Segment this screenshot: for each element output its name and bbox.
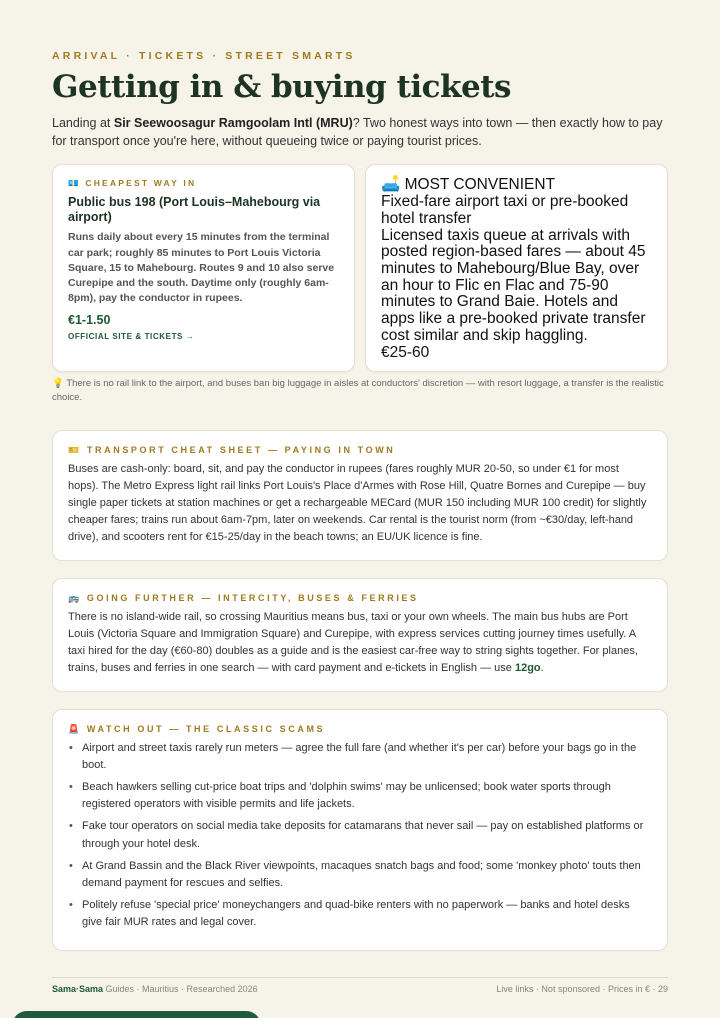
brand-name: Sama·Sama bbox=[52, 984, 104, 994]
cheapest-label-text: CHEAPEST WAY IN bbox=[85, 178, 197, 189]
siren-icon: 🚨 bbox=[68, 724, 82, 735]
couch-icon: 🛋️ bbox=[381, 176, 401, 194]
list-item: • Airport and street taxis rarely run meters — agree the full fare (and whether it's per car) before your bags go in the boot. bbox=[68, 740, 652, 774]
section-kicker: ARRIVAL · TICKETS · STREET SMARTS bbox=[52, 50, 356, 62]
page-title: Getting in & buying tickets bbox=[52, 69, 511, 105]
cheapest-label bbox=[68, 178, 339, 189]
intro-text-end: ? Two honest ways into town — then exactly how to pay for transport once you're here, without queueing twice or paying tourist prices. bbox=[52, 116, 663, 149]
12go-link[interactable]: 12go bbox=[514, 662, 541, 675]
scams-section bbox=[52, 709, 668, 950]
going-further-label-text: GOING FURTHER — INTERCITY, BUSES & FERRIES bbox=[86, 593, 419, 604]
convenient-price: €25-60 bbox=[381, 343, 430, 361]
going-further-label bbox=[68, 593, 652, 604]
intro-text-start: Landing at bbox=[52, 116, 114, 131]
page-footer bbox=[52, 977, 668, 994]
arrival-options bbox=[52, 164, 668, 372]
convenient-option-card bbox=[365, 164, 668, 372]
footer-right: Live links · Not sponsored · Prices in € · 29 bbox=[496, 984, 668, 994]
convenient-label bbox=[381, 177, 652, 194]
scams-label bbox=[68, 724, 652, 735]
official-site-link[interactable]: OFFICIAL SITE & TICKETS → bbox=[68, 332, 195, 342]
going-further-body: There is no island-wide rail, so crossing Mauritius means bus, taxi or your own wheels. The main bus hubs are Port Louis (Victoria Square and Immigration Square) and Curepipe, with express services cutting journey times usefully. A taxi hired for the day (€60-80) doubles as a guide and is the easiest car-free way to string sights together. For planes, trains, buses and ferries in one search — with card payment and e-tickets in English — use bbox=[68, 611, 638, 675]
page bbox=[52, 50, 668, 951]
list-item: • Beach hawkers selling cut-price boat trips and 'dolphin swims' may be unlicensed; book water sports through registered operators with visible permits and life jackets. bbox=[68, 779, 652, 813]
scams-list bbox=[68, 740, 652, 930]
intro-paragraph bbox=[52, 114, 668, 150]
cheat-sheet-label-text: TRANSPORT CHEAT SHEET — PAYING IN TOWN bbox=[86, 444, 396, 455]
euro-banknote-icon: 💶 bbox=[68, 178, 81, 189]
tip-text: There is no rail link to the airport, and buses ban big luggage in aisles at conductors' discretion — with resort luggage, a transfer is the realistic choice. bbox=[52, 378, 664, 404]
cheat-sheet-label bbox=[68, 445, 652, 456]
cheapest-title: Public bus 198 (Port Louis–Mahebourg via airport) bbox=[68, 195, 321, 225]
tip-note bbox=[52, 377, 668, 405]
floating-action-bar[interactable] bbox=[12, 1011, 261, 1018]
cheapest-option-card bbox=[52, 164, 355, 372]
lightbulb-icon: 💡 bbox=[52, 378, 64, 390]
going-further-text bbox=[68, 609, 652, 677]
transport-cheat-sheet bbox=[52, 430, 668, 561]
convenient-title: Fixed-fare airport taxi or pre-booked hotel transfer bbox=[381, 193, 629, 227]
scams-label-text: WATCH OUT — THE CLASSIC SCAMS bbox=[86, 724, 326, 735]
cheat-sheet-text: Buses are cash-only: board, sit, and pay the conductor in rupees (fares roughly MUR 20-50, so under €1 for most hops). The Metro Express light rail links Port Louis's Place d'Armes with Rose Hill, Quatre Bornes and Curepipe — buy single paper tickets at station machines or get a rechargeable MECard (MUR 150 including MUR 100 credit) for slightly cheaper fares; trains run about 6am-7pm, later on weekends. Car rental is the tourist norm (from ~€30/day, left-hand drive), and scooters rent for €15-25/day in the beach towns; an EU/UK licence is fine. bbox=[68, 462, 647, 544]
going-further-end: . bbox=[540, 662, 544, 675]
intro-airport-name: Sir Seewoosagur Ramgoolam Intl (MRU) bbox=[113, 116, 353, 131]
bus-icon: 🚌 bbox=[68, 593, 82, 604]
footer-left bbox=[52, 984, 258, 994]
going-further-section bbox=[52, 578, 668, 692]
convenient-label-text: MOST CONVENIENT bbox=[404, 176, 556, 194]
footer-guide-info: Guides · Mauritius · Researched 2026 bbox=[103, 984, 258, 994]
cheapest-price: €1-1.50 bbox=[68, 313, 111, 328]
ticket-icon: 🎫 bbox=[68, 444, 82, 455]
cheapest-description: Runs daily about every 15 minutes from the terminal car park; roughly 85 minutes to Port Louis Victoria Square, 15 to Mahebourg. Routes 9 and 10 also serve Curepipe and the south. Daytime only (roughly 6am-8pm), pay the conductor in rupees. bbox=[68, 231, 335, 305]
list-item: • At Grand Bassin and the Black River viewpoints, macaques snatch bags and food; some 'monkey photo' touts then demand payment for rescues and selfies. bbox=[68, 858, 652, 892]
convenient-description: Licensed taxis queue at arrivals with posted region-based fares — about 45 minutes to Mahebourg/Blue Bay, over an hour to Flic en Flac and 75-90 minutes to Grand Baie. Hotels and apps like a pre-booked private transfer cost similar and skip haggling. bbox=[381, 226, 646, 344]
list-item: • Fake tour operators on social media take deposits for catamarans that never sail — pay on established platforms or through your hotel desk. bbox=[68, 818, 652, 852]
list-item: • Politely refuse 'special price' moneychangers and quad-bike renters with no paperwork — banks and hotel desks give fair MUR rates and legal cover. bbox=[68, 897, 652, 931]
